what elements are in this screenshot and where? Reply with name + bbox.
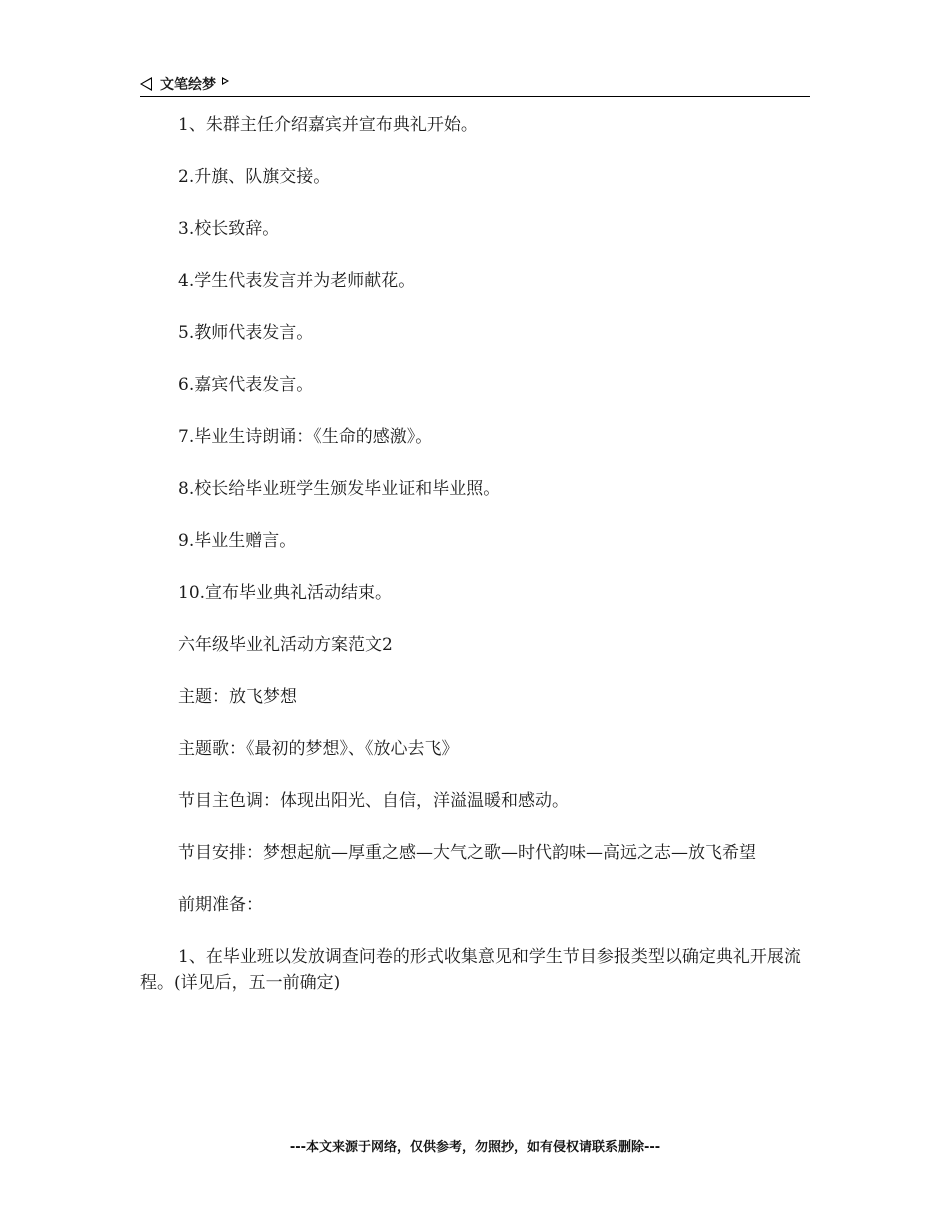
triangle-right-icon	[222, 77, 229, 85]
paragraph-7: 7.毕业生诗朗诵：《生命的感激》。	[178, 427, 433, 447]
triangle-left-icon	[140, 77, 152, 91]
preparation-heading: 前期准备：	[178, 895, 263, 915]
paragraph-1: 1、朱群主任介绍嘉宾并宣布典礼开始。	[178, 115, 478, 135]
section-title: 六年级毕业礼活动方案范文2	[178, 635, 393, 655]
paragraph-2: 2.升旗、队旗交接。	[178, 167, 331, 187]
paragraph-10: 10.宣布毕业典礼活动结束。	[178, 583, 393, 603]
preparation-item-1: 1、在毕业班以发放调查问卷的形式收集意见和学生节目参报类型以确定典礼开展流程。(详见后，五一前确定)	[140, 947, 801, 993]
paragraph-9: 9.毕业生赠言。	[178, 531, 297, 551]
page-header	[140, 72, 810, 97]
paragraph-4: 4.学生代表发言并为老师献花。	[178, 271, 416, 291]
paragraph-5: 5.教师代表发言。	[178, 323, 314, 343]
theme-song-line: 主题歌：《最初的梦想》、《放心去飞》	[178, 739, 459, 759]
page-footer: ---本文来源于网络，仅供参考，勿照抄，如有侵权请联系删除---	[289, 1140, 661, 1155]
header-title: 文笔绘梦	[160, 77, 216, 93]
paragraph-3: 3.校长致辞。	[178, 219, 280, 239]
theme-line: 主题：放飞梦想	[178, 687, 297, 707]
document-body	[140, 112, 810, 1022]
program-arrangement: 节目安排：梦想起航—厚重之感—大气之歌—时代韵味—高远之志—放飞希望	[178, 843, 756, 863]
paragraph-8: 8.校长给毕业班学生颁发毕业证和毕业照。	[178, 479, 501, 499]
paragraph-6: 6.嘉宾代表发言。	[178, 375, 314, 395]
color-tone-line: 节目主色调：体现出阳光、自信，洋溢温暖和感动。	[178, 791, 569, 811]
